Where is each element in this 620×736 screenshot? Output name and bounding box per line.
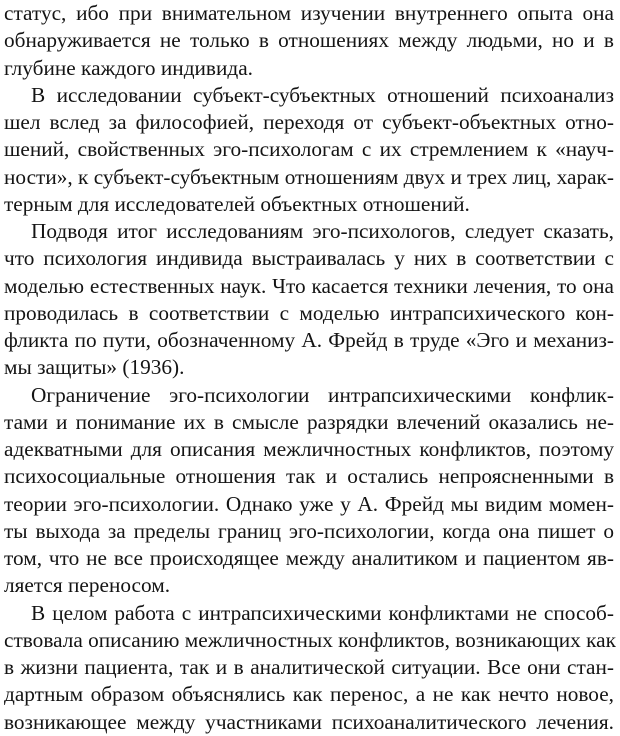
text-line: В исследовании субъект-субъектных отношений психоанализ xyxy=(31,82,614,107)
text-line: ствовала описанию межличностных конфликтов, возникающих как xyxy=(4,627,616,652)
document-page xyxy=(4,0,614,736)
text-line: статус, ибо при внимательном изучении внутреннего опыта она xyxy=(4,1,614,25)
text-line: Ограничение эго-психологии интрапсихическими конфлик- xyxy=(31,382,614,407)
paragraph-2 xyxy=(4,82,614,218)
text-line: глубине каждого индивида. xyxy=(4,55,254,80)
text-line: ности», к субъект-субъектным отношениям двух и трех лиц, харак- xyxy=(4,164,614,189)
text-line: Подводя итог исследованиям эго-психологов, следует сказать, xyxy=(31,219,614,243)
text-line: том, что не все происходящее между аналитиком и пациентом яв- xyxy=(4,546,614,570)
text-line: терным для исследователей объектных отношений. xyxy=(4,191,470,216)
text-line: адекватными для описания межличностных конфликтов, поэтому xyxy=(4,437,614,461)
paragraph-4 xyxy=(4,382,614,600)
text-line: возникающее между участниками психоаналитического лечения. xyxy=(4,709,614,734)
text-line: обнаруживается не только в отношениях между людьми, но и в xyxy=(4,28,614,53)
text-line: мы защиты» (1936). xyxy=(4,355,185,380)
paragraph-3 xyxy=(4,218,614,382)
text-line: теории эго-психологии. Однако уже у А. Фрейд мы видим момен- xyxy=(4,491,614,516)
text-line: психосоциальные отношения так и остались непроясненными в xyxy=(4,464,614,489)
text-line: шений, свойственных эго-психологам с их стремлением к «науч- xyxy=(4,137,614,162)
text-line: ты выхода за пределы границ эго-психологии, когда она пишет о xyxy=(4,518,614,543)
text-line: моделью естественных наук. Что касается техники лечения, то она xyxy=(4,273,614,298)
text-line: дартным образом объяснялись как перенос, а не как нечто новое, xyxy=(4,682,614,707)
text-line: шел вслед за философией, переходя от субъект-объектных отно- xyxy=(4,110,614,134)
text-line: ляется переносом. xyxy=(4,573,171,598)
text-line: что психология индивида выстраивалась у них в соответствии с xyxy=(4,246,614,271)
text-line: в жизни пациента, так и в аналитической ситуации. Все они стан- xyxy=(4,655,614,679)
text-line: тами и понимание их в смысле разрядки влечений оказались не- xyxy=(4,409,614,434)
paragraph-5 xyxy=(4,600,614,736)
text-line: фликта по пути, обозначенному А. Фрейд в труде «Эго и механиз- xyxy=(4,328,614,352)
text-line: проводилась в соответствии с моделью интрапсихического кон- xyxy=(4,300,614,325)
paragraph-1 xyxy=(4,0,614,82)
text-line: В целом работа с интрапсихическими конфликтами не способ- xyxy=(31,600,614,625)
